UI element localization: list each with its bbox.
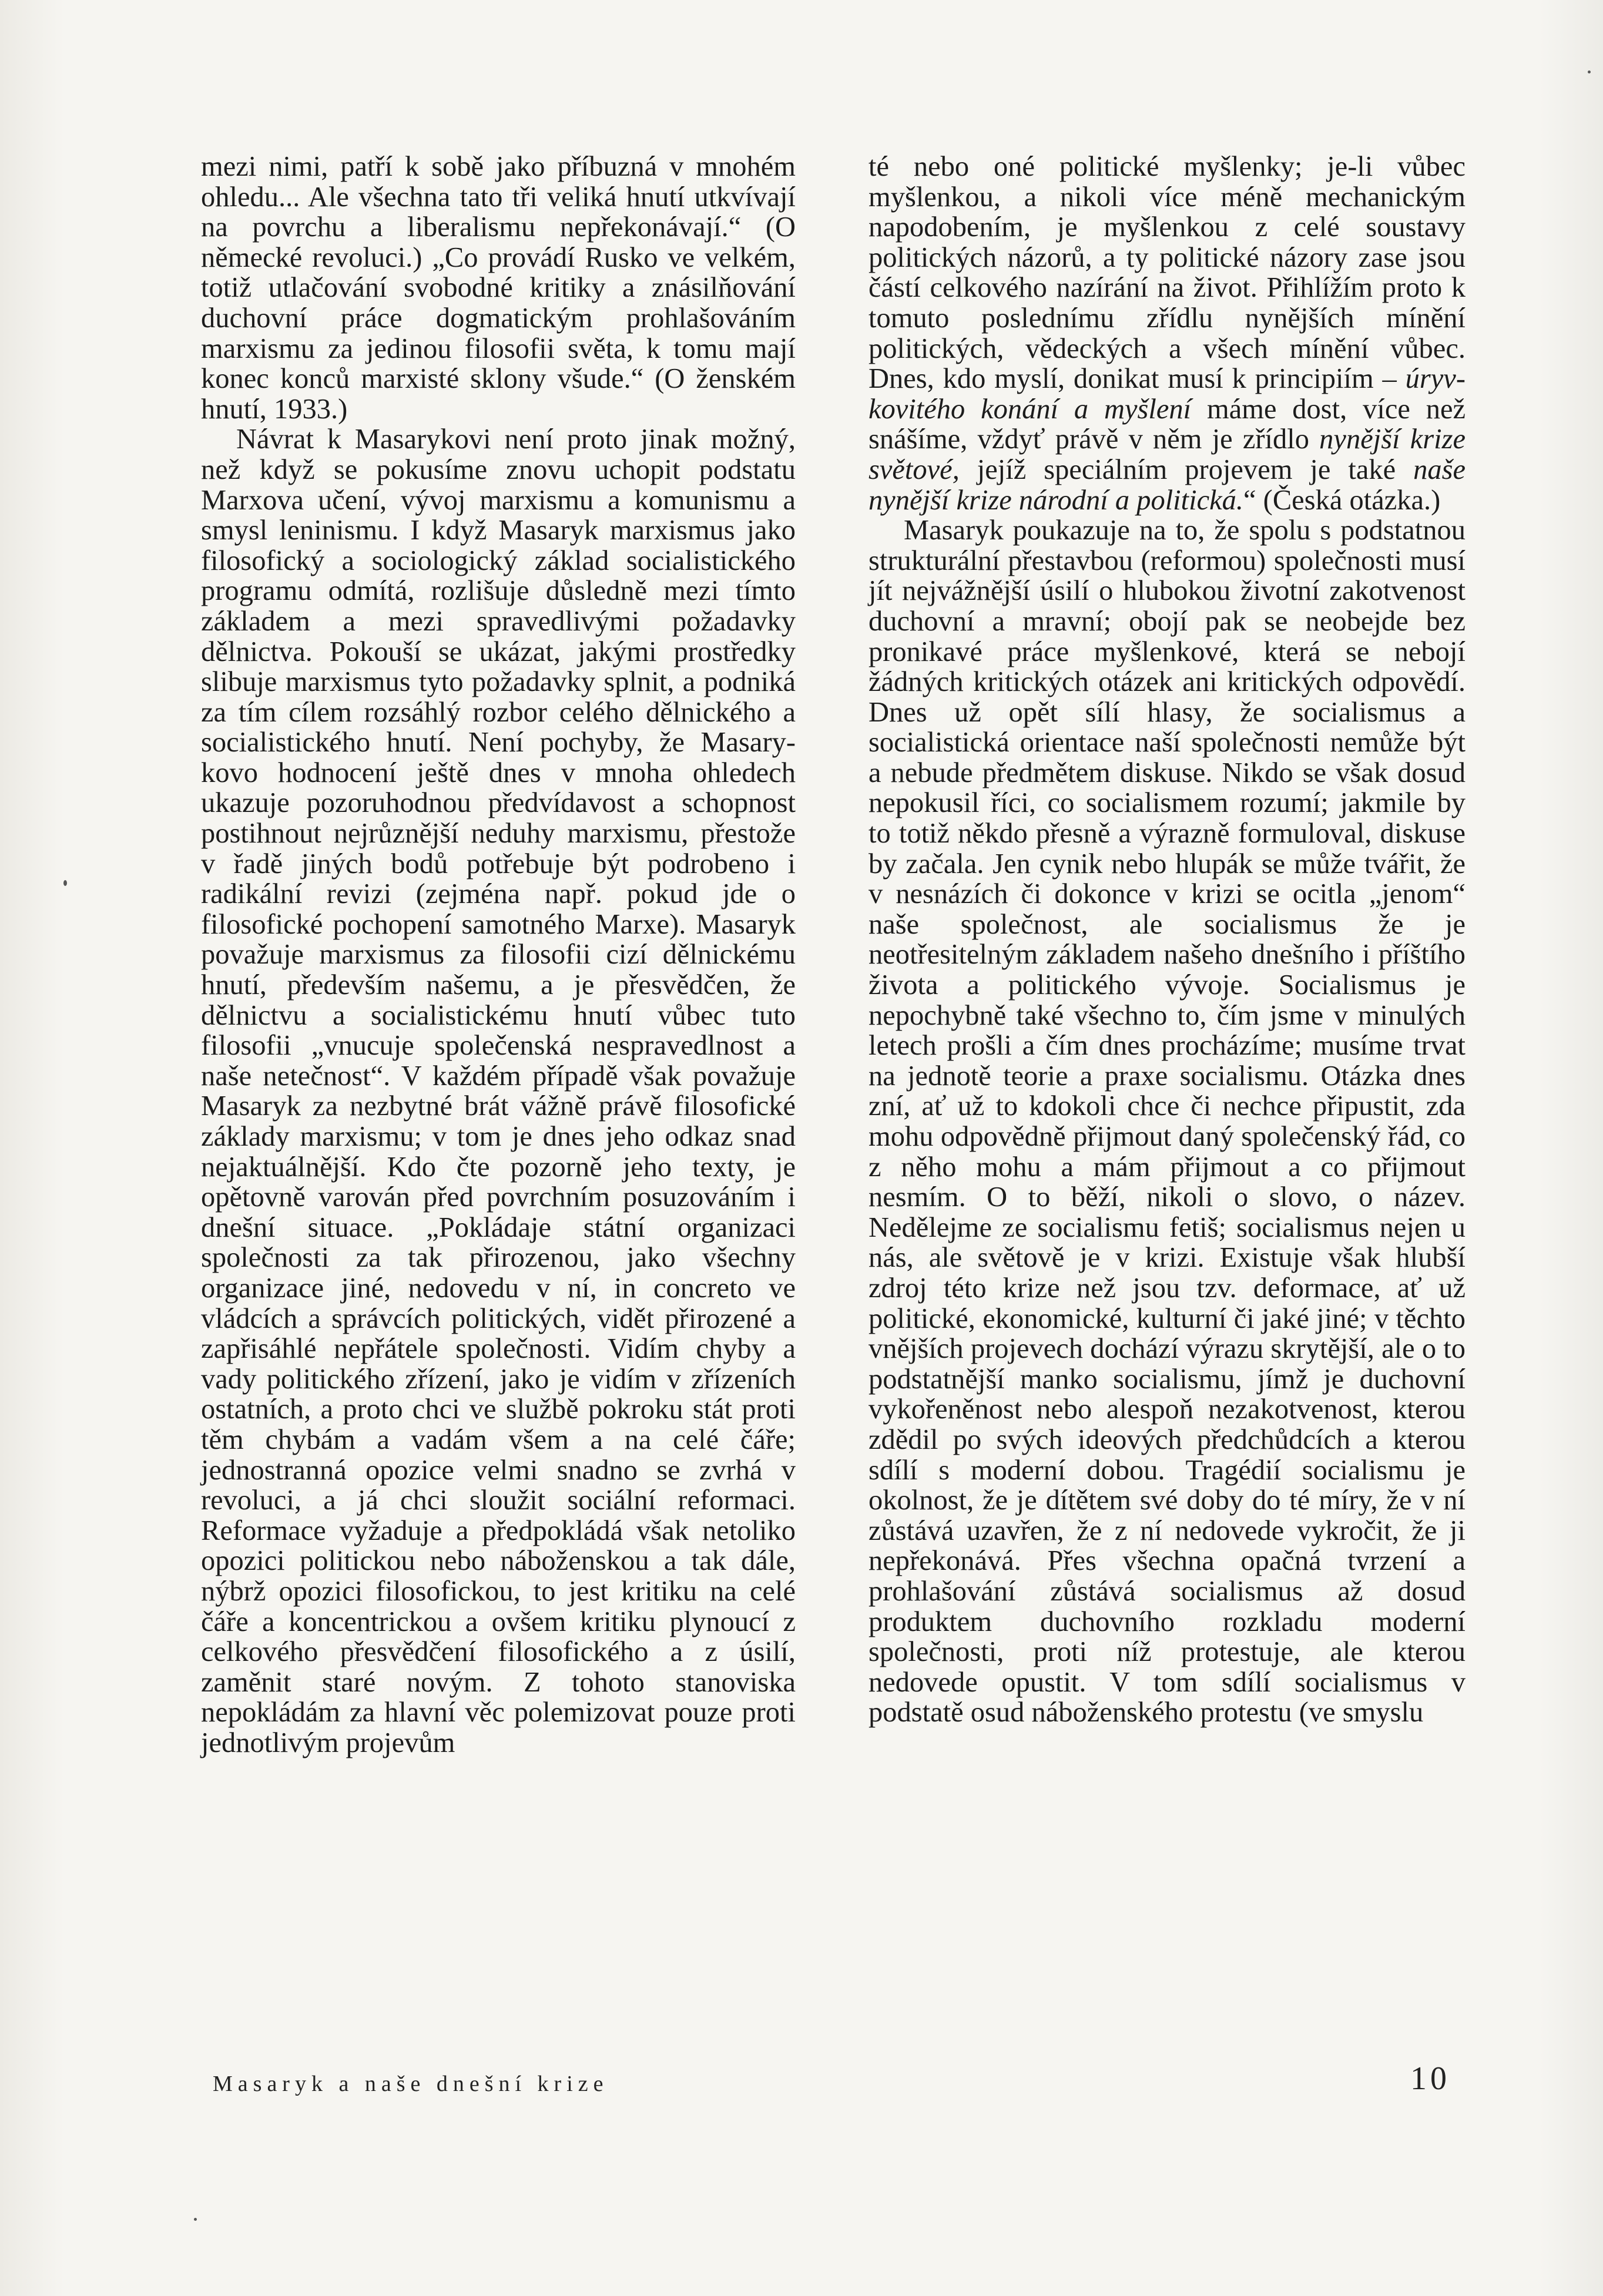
paragraph: mezi nimi, patří k sobě jako příbuzná v mnohém ohledu... Ale všechna tato tři veliká hnutí utkvívají na povrchu a liberalismu nepřekonávají.“ (O německé revoluci.) „Co provádí Rusko ve velkém, totiž utlačování svobodné kritiky a znásilňování duchovní práce dogmatickým prohlašováním marxismu za jedinou filosofii světa, k tomu mají konec konců marxisté sklony všude.“ (O ženském hnutí, 1933.) xyxy=(201,151,796,425)
emphasis: naše nynější krize národní a politická. xyxy=(868,454,1465,516)
left-column xyxy=(201,152,796,1758)
paragraph: Návrat k Masarykovi není proto jinak možný, než když se pokusíme znovu uchopit podstatu Marxova učení, vývoj marxismu a komunismu a smysl leninismu. I když Masaryk marxismus jako filosofický a sociologický základ socialistického programu odmítá, rozlišuje důsledně mezi tímto základem a mezi spravedlivými požadavky dělnictva. Pokouší se ukázat, jakými prostředky slibuje marxismus tyto požadavky splnit, a podniká za tím cílem rozsáhlý rozbor celého dělnického a socialistického hnutí. Není pochyby, že Masarykovo hodnocení ještě dnes v mnoha ohledech ukazuje pozoruhodnou předvídavost a schopnost postihnout nejrůznější neduhy marxismu, přestože v řadě jiných bodů potřebuje být podrobeno i radikální revizi (zejména např. pokud jde o filosofické pochopení samotného Marxe). Masaryk považuje marxismus za filosofii cizí dělnickému hnutí, především našemu, a je přesvědčen, že dělnictvu a socialistickému hnutí vůbec tuto filosofii „vnucuje společenská nespravedlnost a naše netečnost“. V každém případě však považuje Masaryk za nezbytné brát vážně právě filosofické základy marxismu; v tom je dnes jeho odkaz snad nejaktuálnější. Kdo čte pozorně jeho texty, je opětovně varován před povrchním posuzováním i dnešní situace. „Pokládaje státní organizaci společnosti za tak přirozenou, jako všechny organizace jiné, nedovedu v ní, in concreto ve vládcích a správcích politických, vidět přirozené a zapřisáhlé nepřátele společnosti. Vidím chyby a vady politického zřízení, jako je vidím v zřízeních ostatních, a proto chci ve službě pokroku stát proti těm chybám a vadám všem a na celé čáře; jednostranná opozice velmi snadno se zvrhá v revoluci, a já chci sloužit sociální reformaci. Reformace vyžaduje a předpokládá však netoliko opozici politickou nebo náboženskou a tak dále, nýbrž opozici filosofickou, to jest kritiku na celé čáře a koncentrickou a ovšem kritiku plynoucí z celkového přesvědčení filosofického a z úsilí, zaměnit staré novým. Z tohoto stanoviska nepokládám za hlavní věc polemizovat pouze proti jednotlivým projevům xyxy=(201,424,796,1758)
emphasis: úryvkovitého konání a myšlení xyxy=(868,363,1465,425)
paper-speck xyxy=(63,880,67,886)
running-title: Masaryk a naše dnešní krize xyxy=(213,2072,609,2096)
paper-speck xyxy=(1588,71,1591,73)
paragraph xyxy=(868,152,1465,515)
page-number: 10 xyxy=(1410,2060,1450,2097)
paper-speck xyxy=(194,2218,197,2221)
text-run: “ (Česká otázka.) xyxy=(1243,484,1441,516)
text-run: té nebo oné politické myšlenky; je-li vůbec myšlenkou, a nikoli více méně mechanickým napodobením, je myšlenkou z celé soustavy politických názorů, a ty politické názory zase jsou částí celkového nazírání na život. Přihlížím proto k tomuto poslednímu zřídlu nynějších mínění politických, vědeckých a všech mínění vůbec. Dnes, kdo myslí, donikat musí k principiím – xyxy=(868,151,1465,395)
text-run: jejíž speciálním projevem je také xyxy=(959,454,1414,485)
text-run: máme dost, více než snášíme, vždyť právě v něm je zřídlo xyxy=(868,393,1466,455)
emphasis: nynější krize světové, xyxy=(868,424,1465,485)
paragraph: Masaryk poukazuje na to, že spolu s podstatnou strukturální přestavbou (reformou) společnosti musí jít nejvážnější úsilí o hlubokou životní zakotvenost duchovní a mravní; obojí pak se neobejde bez pronikavé práce myšlenkové, která se nebojí žádných kritických otázek ani kritických odpovědí. Dnes už opět sílí hlasy, že socialismus a socialistická orientace naší společnosti nemůže být a nebude předmětem diskuse. Nikdo se však dosud nepokusil říci, co socialismem rozumí; jakmile by to totiž někdo přesně a výrazně formuloval, diskuse by začala. Jen cynik nebo hlupák se může tvářit, že v nesnázích či dokonce v krizi se ocitla „jenom“ naše společnost, ale socialismus že je neotřesitelným základem našeho dnešního i příštího života a politického vývoje. Socialismus je nepochybně také všechno to, čím jsme v minulých letech prošli a čím dnes procházíme; musíme trvat na jednotě teorie a praxe socialismu. Otázka dnes zní, ať už to kdokoli chce či nechce připustit, zda mohu odpovědně přijmout daný společenský řád, co z něho mohu a mám přijmout a co přijmout nesmím. O to běží, nikoli o slovo, o název. Nedělejme ze socialismu fetiš; socialismus nejen u nás, ale světově je v krizi. Existuje však hlubší zdroj této krize než jsou tzv. deformace, ať už politické, ekonomické, kulturní či jaké jiné; v těchto vnějších projevech dochází výrazu skrytější, ale o to podstatnější manko socialismu, jímž je duchovní vykořeněnost nebo alespoň nezakotvenost, kterou zdědil po svých ideových předchůdcích a kterou sdílí s moderní dobou. Tragédií socialismu je okolnost, že je dítětem své doby do té míry, že v ní zůstává uzavřen, že z ní nedovede vykročit, že ji nepřekonává. Přes všechna opačná tvrzení a prohlašování zůstává socialismus až dosud produktem duchovního rozkladu moderní společnosti, proti níž protestuje, ale kterou nedovede opustit. V tom sdílí socialismus v podstatě osud náboženského protestu (ve smyslu xyxy=(868,515,1465,1728)
right-column xyxy=(868,152,1465,1728)
